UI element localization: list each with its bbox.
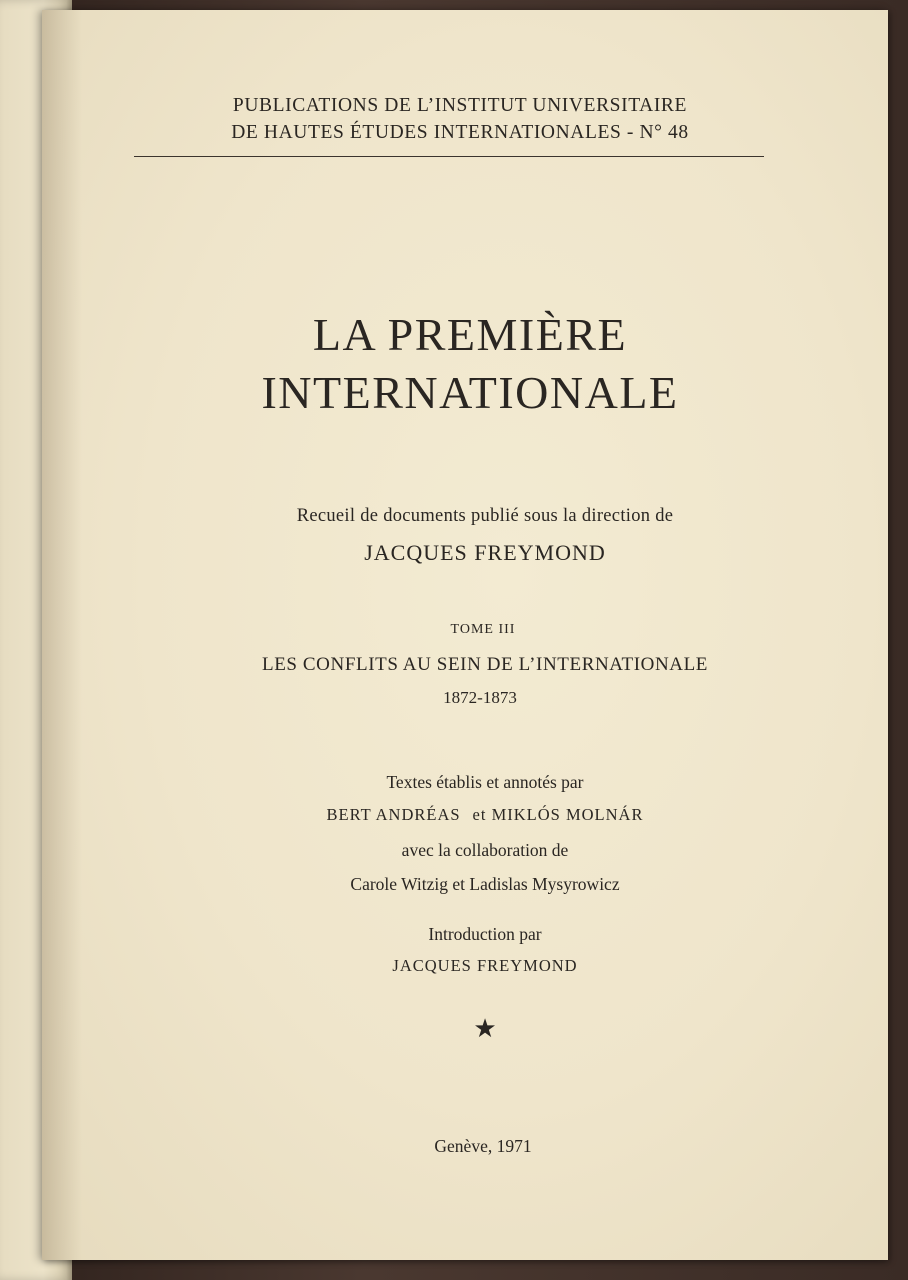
title-line-1: LA PREMIÈRE: [312, 309, 628, 360]
collaboration-label: avec la collaboration de: [401, 840, 569, 860]
title-line-2: INTERNATIONALE: [261, 367, 679, 418]
author-andreas: BERT ANDRÉAS: [326, 805, 461, 824]
texts-label: Textes établis et annotés par: [386, 772, 584, 792]
book-title: [202, 306, 738, 422]
title-page: [42, 10, 888, 1260]
collaborators: Carole Witzig et Ladislas Mysyrowicz: [350, 874, 620, 894]
series-line-1: PUBLICATIONS DE L’INSTITUT UNIVERSITAIRE: [232, 95, 688, 116]
volume-years: 1872-1873: [443, 688, 517, 707]
tome-number: TOME III: [450, 622, 516, 637]
horizontal-rule: [134, 156, 764, 157]
author-molnar: et MIKLÓS MOLNÁR: [472, 805, 644, 824]
authors-line: [82, 805, 888, 825]
series-line-2: DE HAUTES ÉTUDES INTERNATIONALES - N° 48: [231, 122, 689, 143]
introduction-label: Introduction par: [428, 924, 542, 944]
editor-name: JACQUES FREYMOND: [364, 540, 606, 565]
subtitle: Recueil de documents publié sous la direction de: [296, 506, 674, 526]
volume-title: LES CONFLITS AU SEIN DE L’INTERNATIONALE: [261, 654, 709, 675]
imprint: Genève, 1971: [434, 1136, 532, 1156]
introduction-author: JACQUES FREYMOND: [392, 956, 578, 975]
star-icon: ★: [473, 1014, 497, 1043]
series-statement: [162, 92, 758, 146]
